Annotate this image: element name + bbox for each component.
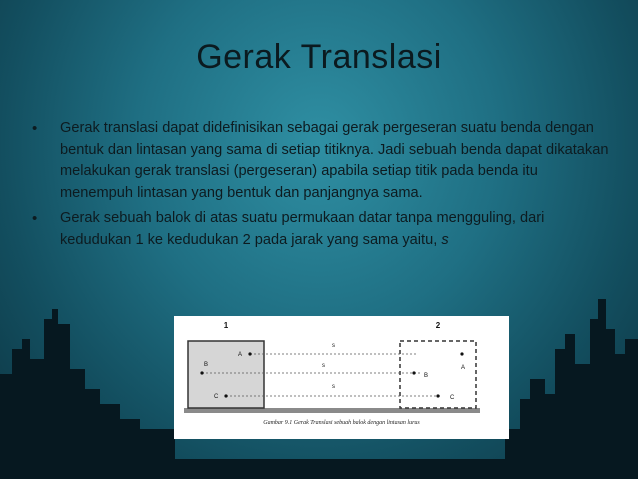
figure-caption: Gambar 9.1 Gerak Translasi sebuah balok dengan lintasan lurus [263, 420, 420, 426]
point-a-label-start: A [238, 352, 243, 358]
translation-figure [174, 316, 509, 439]
distance-symbol: s [441, 231, 449, 248]
bullet-item-example [30, 208, 610, 251]
distance-label-middle: s [322, 363, 325, 369]
block-position-1 [188, 341, 264, 408]
bullet-marker: • [32, 120, 38, 137]
point-a-end [460, 352, 463, 355]
bullet-item-definition [30, 118, 610, 204]
block-translation-diagram [174, 316, 509, 420]
point-a-start [248, 352, 251, 355]
bullet-text-example: Gerak sebuah balok di atas suatu permukaan datar tanpa mengguling, dari kedudukan 1 ke kedudukan 2 pada jarak yang sama yaitu, [60, 210, 545, 248]
position-1-label: 1 [223, 321, 229, 330]
point-a-label-end: A [461, 365, 466, 371]
position-2-label: 2 [435, 321, 441, 330]
point-b-label-end: B [424, 373, 429, 379]
point-c-label-end: C [450, 395, 455, 401]
distance-label-top: s [332, 343, 335, 349]
point-b-label-start: B [204, 362, 209, 368]
point-b-start [200, 371, 203, 374]
slide-title: Gerak Translasi [196, 38, 442, 76]
bullet-list [30, 118, 610, 255]
point-b-end [412, 371, 415, 374]
bullet-marker: • [32, 210, 38, 227]
point-c-end [436, 394, 439, 397]
distance-label-bottom: s [332, 384, 335, 390]
point-c-start [224, 394, 227, 397]
point-c-label-start: C [214, 394, 219, 400]
block-position-2 [400, 341, 476, 408]
bullet-text-definition: Gerak translasi dapat didefinisikan sebagai gerak pergeseran suatu benda dengan bentuk dan lintasan yang sama di setiap titiknya. Jadi sebuah benda dapat dikatakan melakukan gerak translasi (pergeseran) apabila setiap titik pada benda itu menempuh lintasan yang bentuk dan panjangnya sama. [60, 120, 609, 201]
